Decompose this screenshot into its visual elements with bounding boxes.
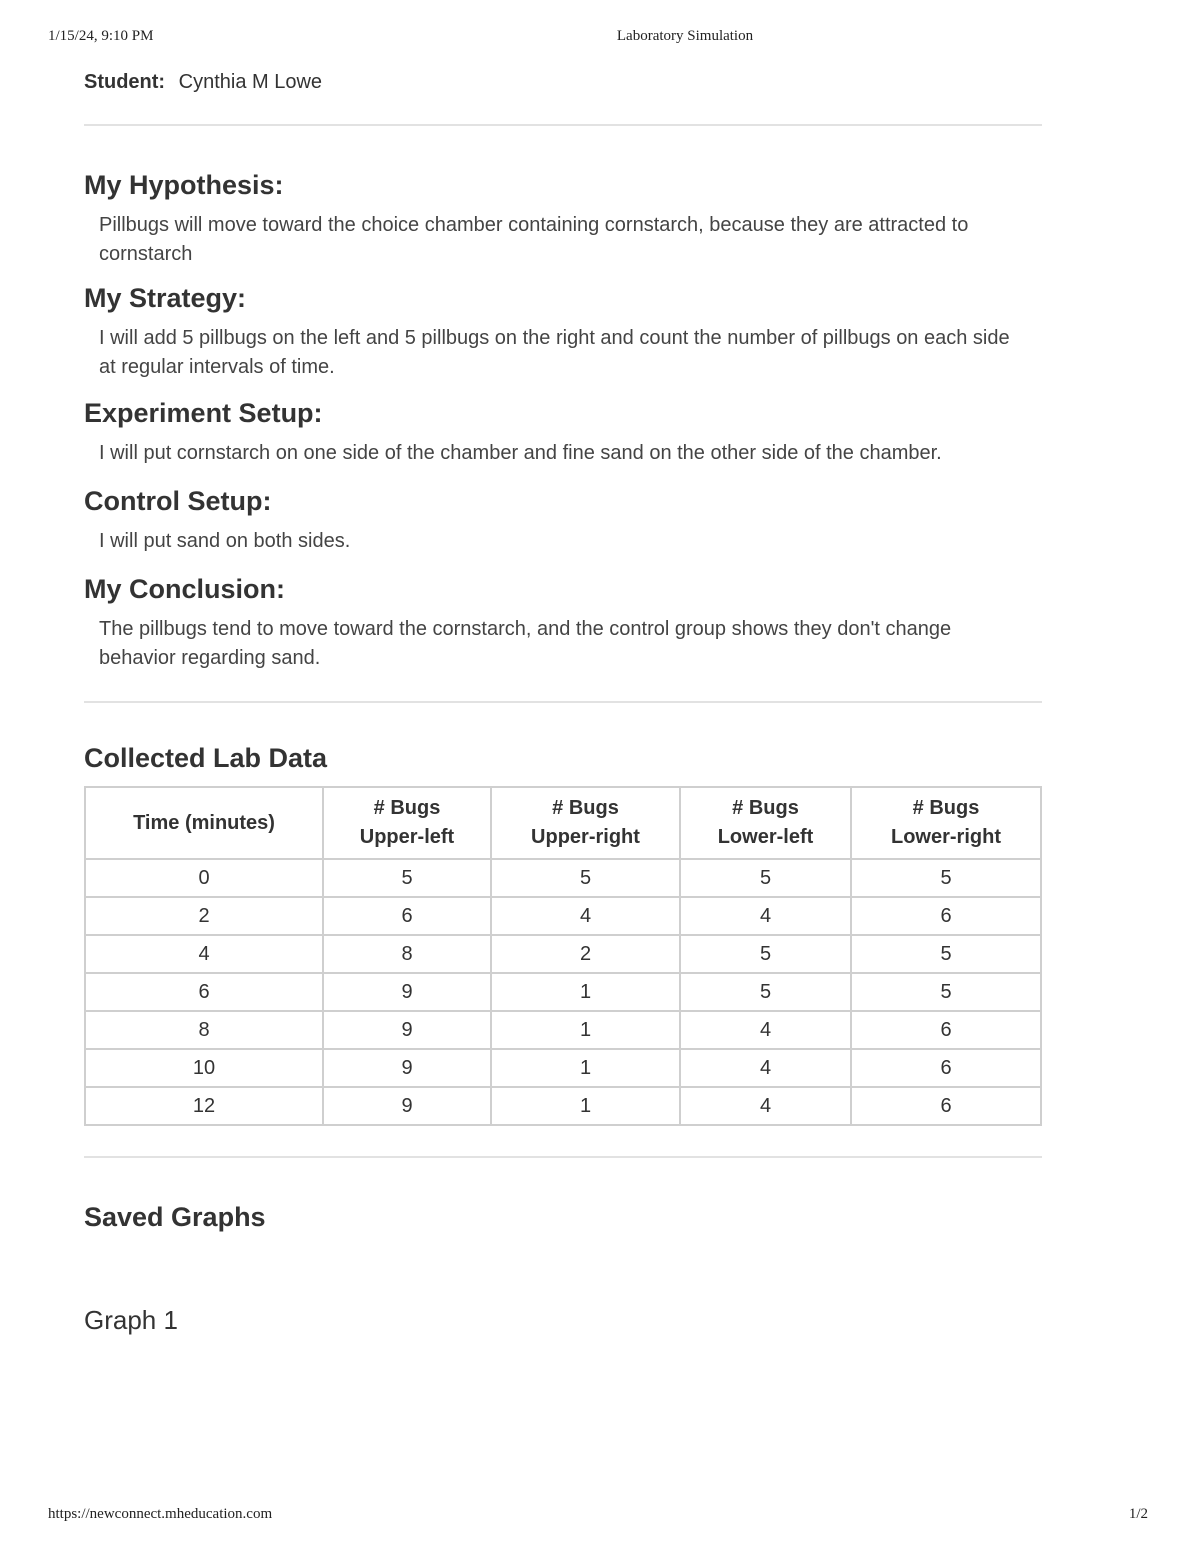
- section-heading: My Strategy:: [84, 283, 247, 313]
- table-cell: 4: [680, 1087, 851, 1125]
- report-content: [84, 66, 1042, 1336]
- table-cell: 9: [323, 1087, 491, 1125]
- table-cell: 6: [851, 897, 1041, 935]
- section-text: I will put sand on both sides.: [99, 530, 351, 552]
- table-cell: 1: [491, 1011, 680, 1049]
- table-cell: 9: [323, 1011, 491, 1049]
- print-page-title: Laboratory Simulation: [616, 28, 754, 44]
- table-row: [85, 1049, 1041, 1087]
- section-text: I will add 5 pillbugs on the left and 5 pillbugs on the right and count the number of pillbugs on each side at regular intervals of time.: [99, 327, 1010, 378]
- column-header-upper-right: [491, 787, 680, 859]
- section-heading: Experiment Setup:: [84, 398, 323, 428]
- table-cell: 1: [491, 1087, 680, 1125]
- table-cell: 12: [85, 1087, 323, 1125]
- table-cell: 8: [323, 935, 491, 973]
- table-row: [85, 1011, 1041, 1049]
- print-header: [0, 28, 1200, 48]
- table-cell: 5: [491, 859, 680, 897]
- table-cell: 2: [491, 935, 680, 973]
- column-header-label: # Bugs: [373, 797, 441, 819]
- table-cell: 8: [85, 1011, 323, 1049]
- print-date: 1/15/24, 9:10 PM: [48, 28, 154, 44]
- section-text: The pillbugs tend to move toward the cornstarch, and the control group shows they don't change behavior regarding sand.: [99, 618, 952, 669]
- column-header-upper-left: [323, 787, 491, 859]
- table-row: [85, 897, 1041, 935]
- table-cell: 1: [491, 1049, 680, 1087]
- table-cell: 2: [85, 897, 323, 935]
- table-cell: 4: [680, 1011, 851, 1049]
- table-cell: 4: [491, 897, 680, 935]
- table-cell: 6: [851, 1049, 1041, 1087]
- table-cell: 6: [323, 897, 491, 935]
- table-cell: 9: [323, 973, 491, 1011]
- table-cell: 5: [851, 973, 1041, 1011]
- table-cell: 6: [851, 1011, 1041, 1049]
- print-footer: [0, 1506, 1200, 1526]
- hypothesis-section: [84, 170, 1042, 269]
- table-cell: 5: [323, 859, 491, 897]
- table-cell: 9: [323, 1049, 491, 1087]
- table-cell: 4: [680, 1049, 851, 1087]
- lab-data-heading: Collected Lab Data: [84, 743, 328, 773]
- column-header-label: # Bugs: [552, 797, 619, 819]
- column-header-label: # Bugs: [732, 797, 799, 819]
- column-header-label: # Bugs: [912, 797, 980, 819]
- divider: [84, 1156, 1042, 1158]
- table-cell: 0: [85, 859, 323, 897]
- table-row: [85, 1087, 1041, 1125]
- table-cell: 6: [85, 973, 323, 1011]
- print-page-number: 1/2: [1128, 1506, 1148, 1522]
- graph-title: Graph 1: [84, 1305, 178, 1335]
- table-cell: 5: [851, 935, 1041, 973]
- section-heading: My Conclusion:: [84, 574, 285, 604]
- table-cell: 1: [491, 973, 680, 1011]
- table-cell: 5: [680, 935, 851, 973]
- control-setup-section: [84, 486, 1042, 556]
- student-label: Student:: [84, 71, 166, 93]
- column-header-time: [85, 787, 323, 859]
- table-cell: 6: [851, 1087, 1041, 1125]
- table-row: [85, 859, 1041, 897]
- table-cell: 4: [85, 935, 323, 973]
- student-line: [84, 66, 1042, 98]
- saved-graphs-heading: Saved Graphs: [84, 1202, 266, 1232]
- table-row: [85, 935, 1041, 973]
- section-text: I will put cornstarch on one side of the chamber and fine sand on the other side of the chamber.: [99, 442, 942, 464]
- column-header-lower-left: [680, 787, 851, 859]
- column-header-label: Time (minutes): [133, 811, 275, 834]
- table-cell: 4: [680, 897, 851, 935]
- table-header-row: [85, 787, 1041, 859]
- table-row: [85, 973, 1041, 1011]
- conclusion-section: [84, 574, 1042, 673]
- table-cell: 10: [85, 1049, 323, 1087]
- column-header-sublabel: Upper-left: [359, 826, 455, 848]
- strategy-section: [84, 283, 1042, 382]
- column-header-sublabel: Upper-right: [531, 826, 640, 848]
- section-text: Pillbugs will move toward the choice chamber containing cornstarch, because they are attracted to cornstarch: [99, 214, 969, 265]
- column-header-lower-right: [851, 787, 1041, 859]
- student-name: Cynthia M Lowe: [178, 71, 323, 93]
- column-header-sublabel: Lower-right: [891, 826, 1001, 848]
- lab-data-table: [84, 786, 1042, 1126]
- section-heading: Control Setup:: [84, 486, 272, 516]
- table-cell: 5: [851, 859, 1041, 897]
- print-url: https://newconnect.mheducation.com: [48, 1506, 273, 1522]
- divider: [84, 124, 1042, 126]
- table-cell: 5: [680, 859, 851, 897]
- section-heading: My Hypothesis:: [84, 170, 284, 200]
- table-cell: 5: [680, 973, 851, 1011]
- column-header-sublabel: Lower-left: [717, 826, 814, 848]
- divider: [84, 701, 1042, 703]
- experiment-setup-section: [84, 398, 1042, 468]
